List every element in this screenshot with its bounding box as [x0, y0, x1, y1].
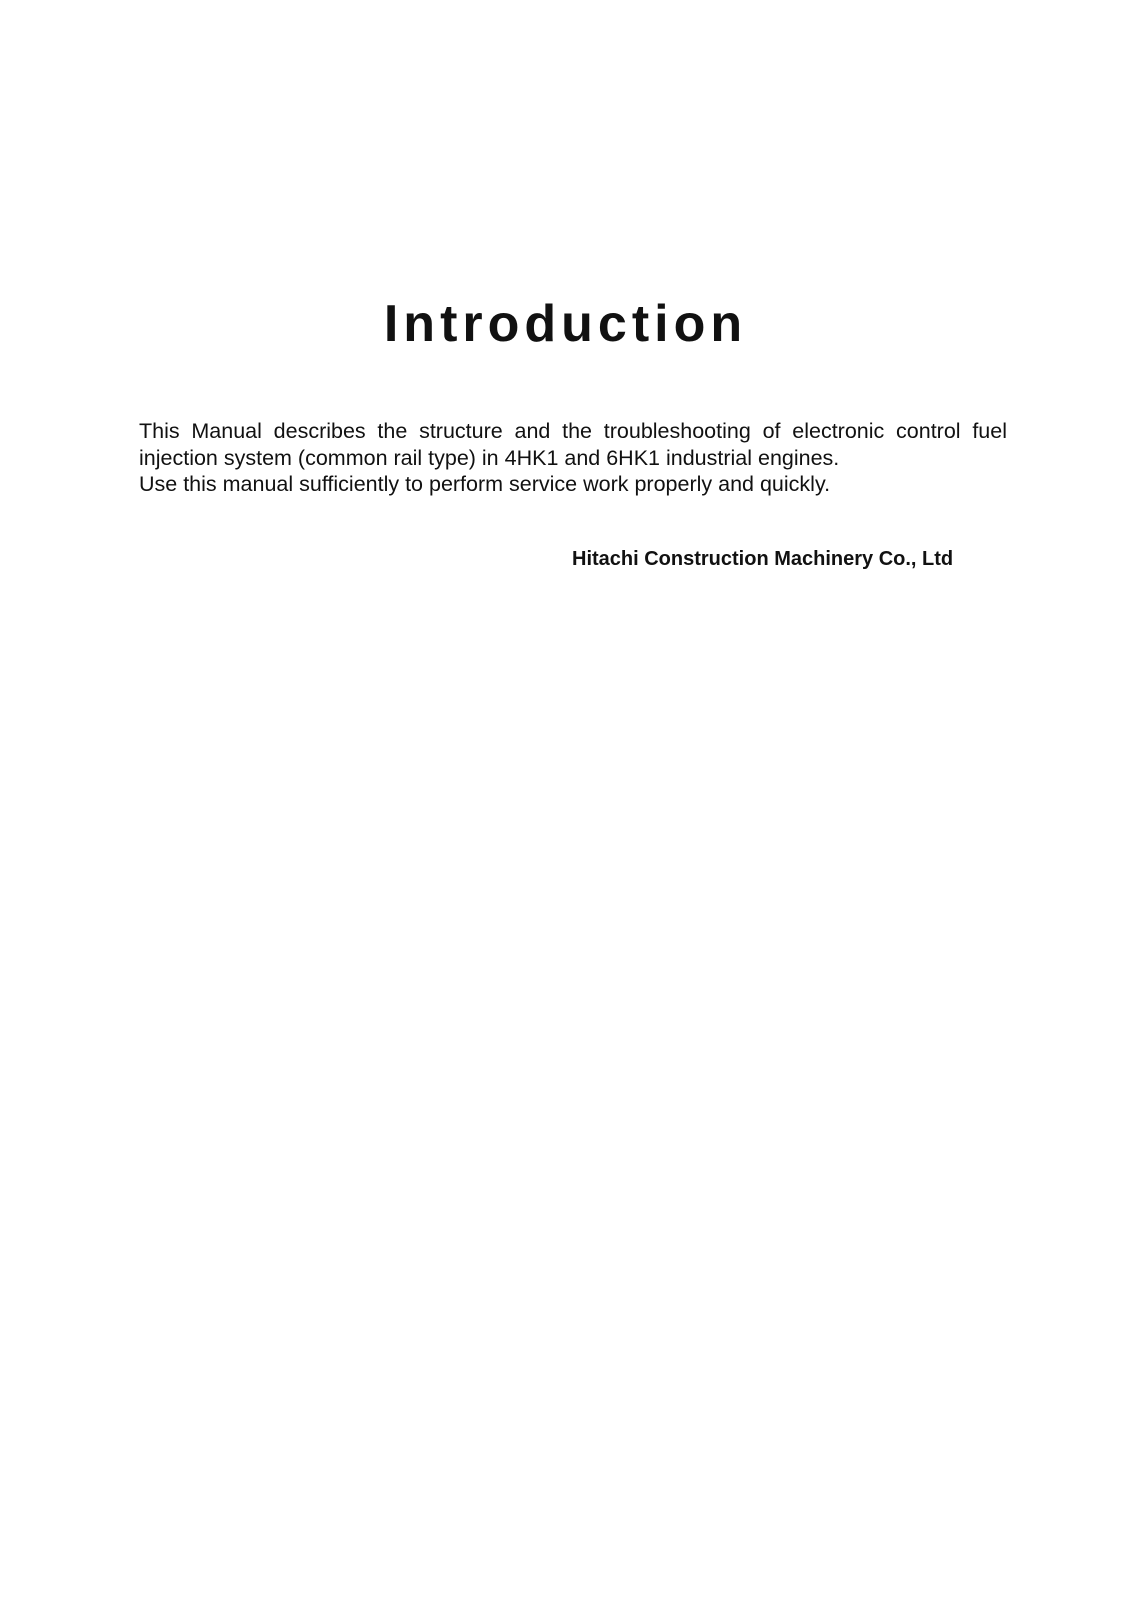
intro-paragraph-usage: Use this manual sufficiently to perform service work properly and quickly.: [139, 472, 831, 496]
intro-paragraph-description: This Manual describes the structure and the troubleshooting of electronic control fuel injection system (common rail type) in 4HK1 and 6HK1 industrial engines.: [139, 419, 1007, 470]
intro-body: [139, 418, 1007, 498]
page-title: Introduction: [383, 295, 748, 353]
company-signature: Hitachi Construction Machinery Co., Ltd: [572, 548, 954, 570]
